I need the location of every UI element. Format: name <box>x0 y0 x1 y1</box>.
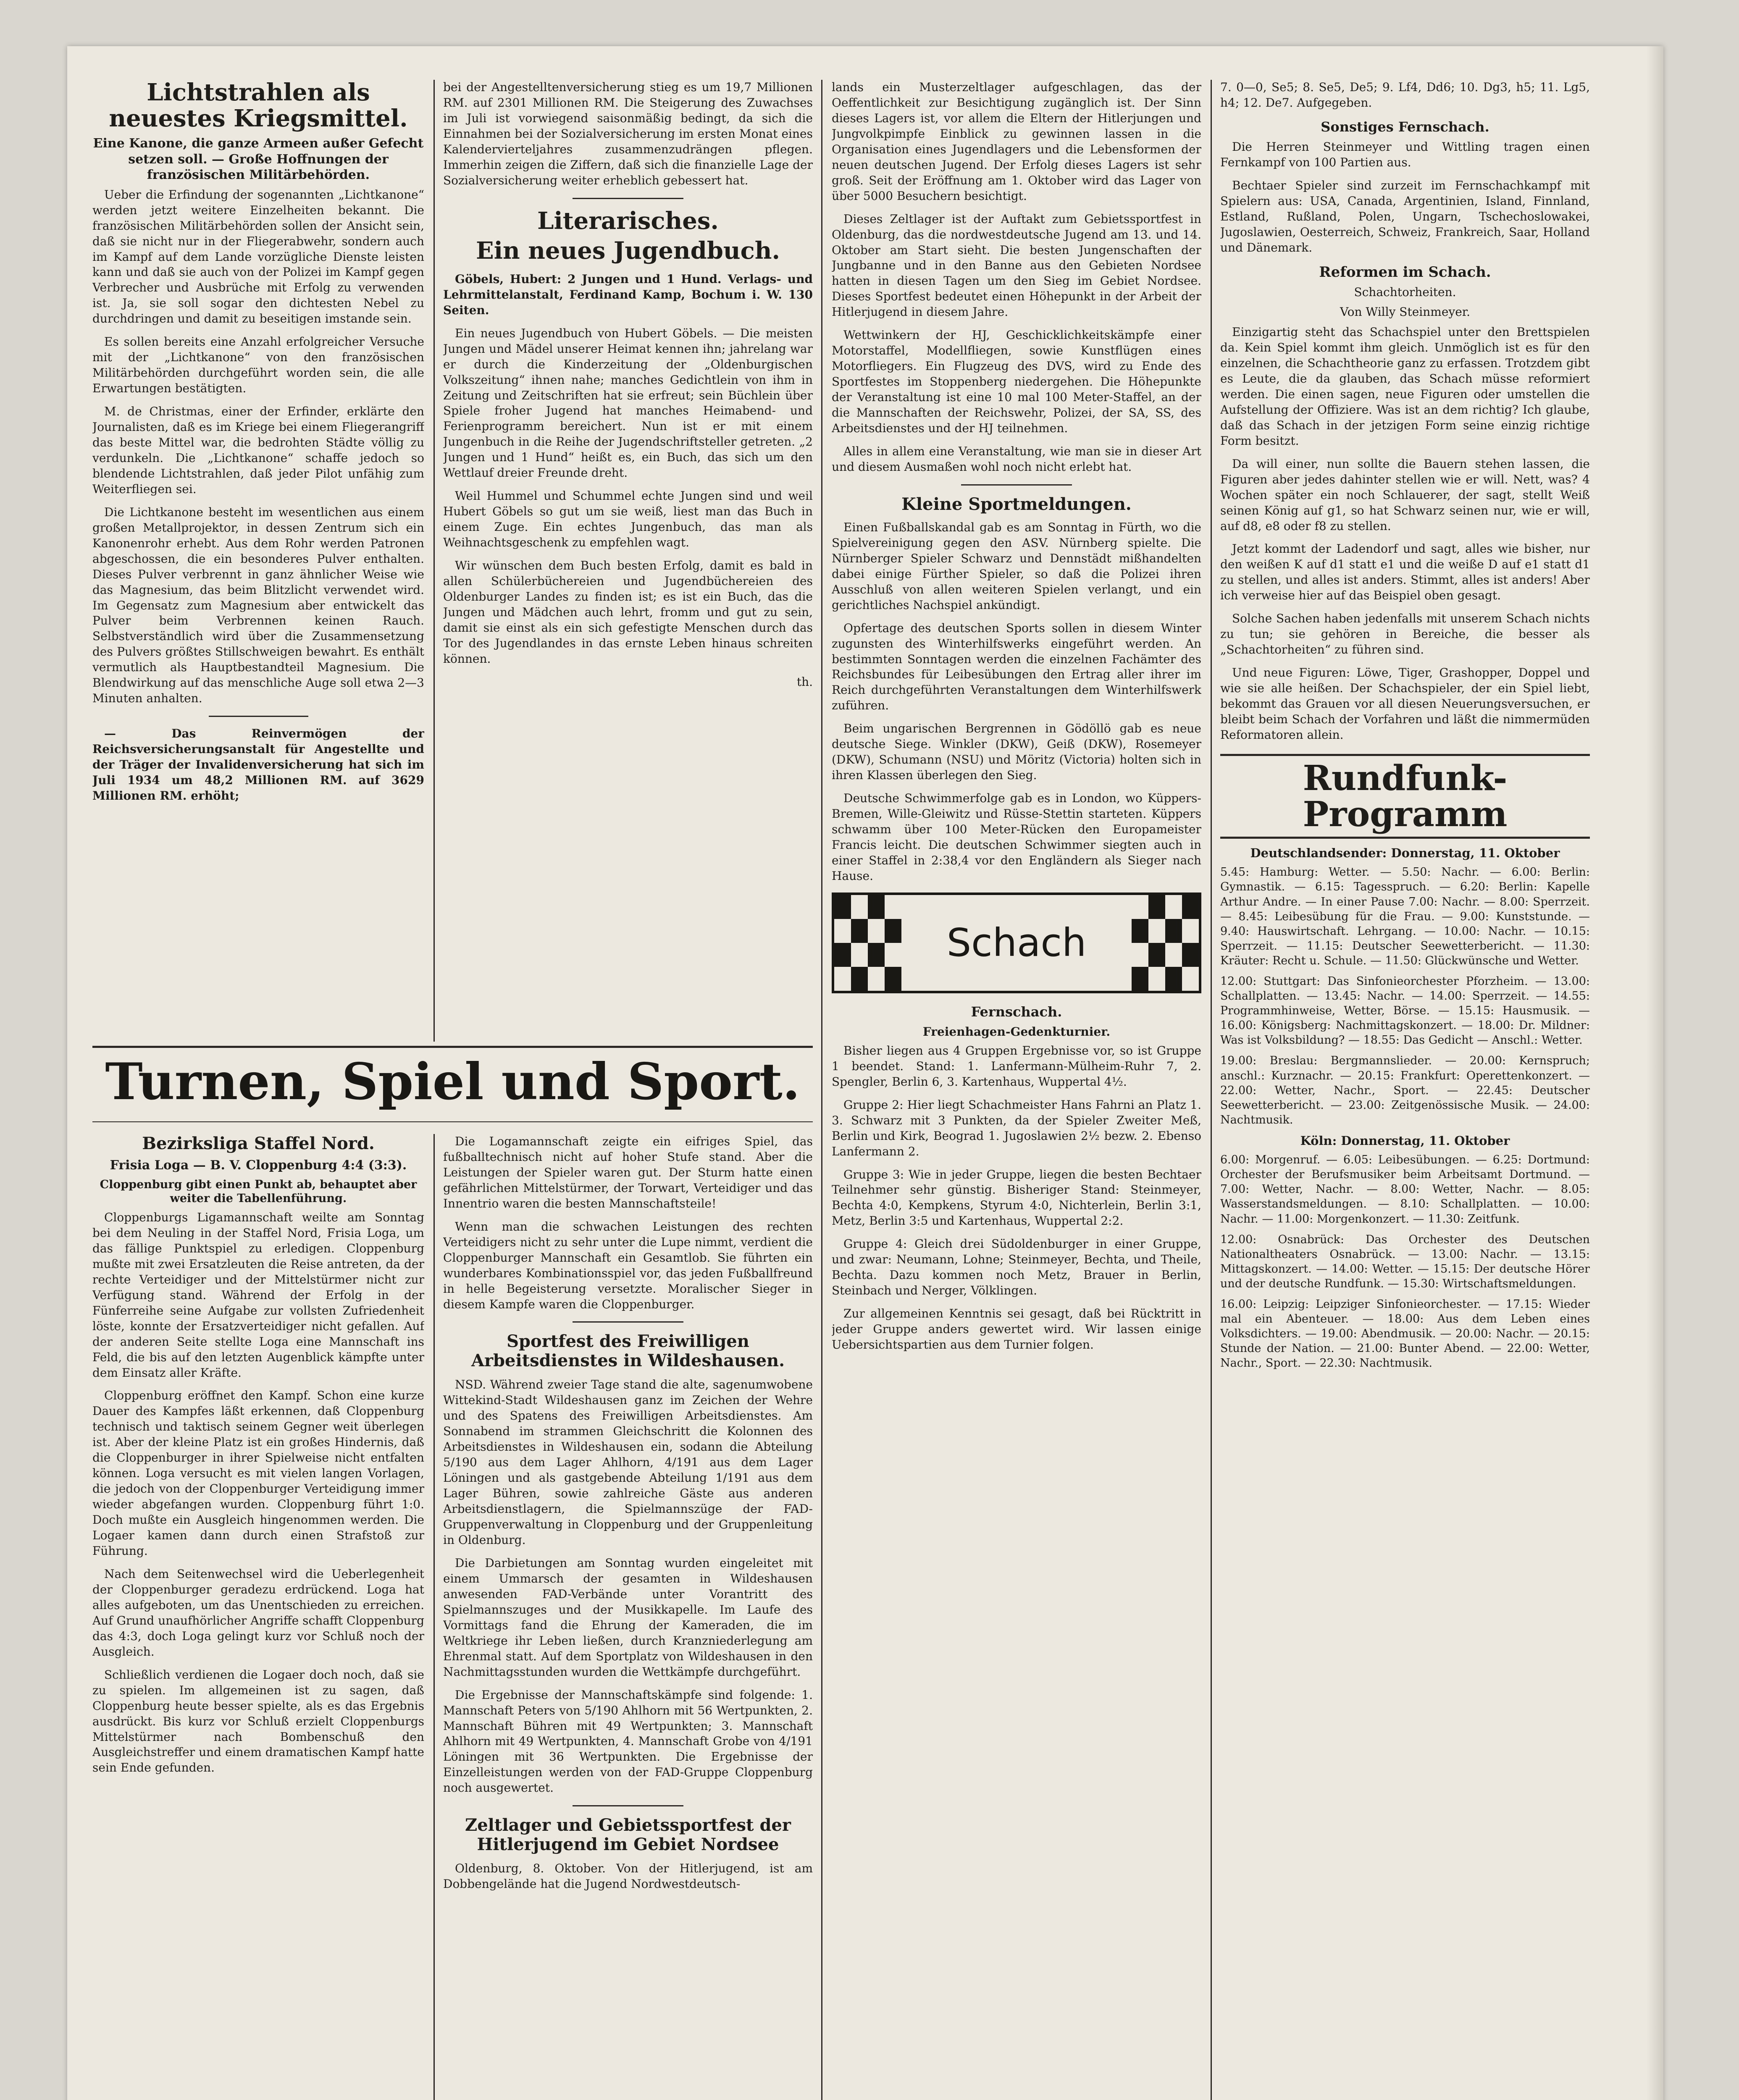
fernschach-title: Sonstiges Fernschach. <box>1321 118 1489 135</box>
paragraph: Deutsche Schwimmerfolge gab es in London, wo Küppers-Bremen, Wille-Gleiwitz und Rüsse-Stettin starteten. Küppers schwamm über 100 Meter-Rücken den Europameister Francis leicht. Die deutschen Schwimmer siegten auch in einer Staffel in 2:38,4 vor den Engländern als Sieger nach Hause. <box>832 791 1201 883</box>
chess-notation: 7. 0—0, Se5; 8. Se5, De5; 9. Lf4, Dd6; 10. Dg3, h5; 11. Lg5, h4; 12. De7. Aufgegeben. <box>1220 80 1590 110</box>
separator <box>209 716 308 717</box>
article-title-sportfest: Sportfest des Freiwilligen Arbeitsdienstes in Wildeshausen. <box>471 1331 785 1371</box>
sport-banner: Turnen, Spiel und Sport. <box>105 1052 800 1111</box>
chess-section-title: Fernschach. <box>971 1003 1062 1020</box>
reform-author: Von Willy Steinmeyer. <box>1340 305 1471 319</box>
schach-label: Schach <box>946 920 1087 966</box>
paragraph: Und neue Figuren: Löwe, Tiger, Grashopper, Doppel und wie sie alle heißen. Der Schachspieler, der ein Spiel liebt, bekommt das Grauen vor all diesen Neuerungsversuchen, er bleibt beim Schach der Vorfahren und läßt die nimmermüden Reformatoren allein. <box>1220 666 1590 742</box>
paragraph: Da will einer, nun sollte die Bauern stehen lassen, die Figuren aber jedes dahinter stellen wie er will. Nett, was? 4 Wochen später ein noch Schlauerer, der sagt, stellt Weiß seinen König auf g1, so hat Schwarz seinen nur, wie er will, auf d8, e8 oder f8 zu stellen. <box>1220 457 1590 533</box>
paragraph: Die Ergebnisse der Mannschaftskämpfe sind folgende: 1. Mannschaft Peters von 5/190 Ahlhorn mit 56 Wertpunkten, 2. Mannschaft Bühren mit 49 Wertpunkten; 3. Mannschaft Ahlhorn mit 49 Wertpunkten, 4. Mannschaft Grobe von 4/191 Löningen mit 36 Wertpunkten. Die Ergebnisse der Einzelleistungen werden von der FAD-Gruppe Cloppenburg noch ausgewertet. <box>443 1688 813 1795</box>
paragraph: Ein neues Jugendbuch von Hubert Göbels. — Die meisten Jungen und Mädel unserer Heimat kennen ihn; jahrelang war er durch die Kinderzeitung der „Oldenburgischen Volkszeitung“ ihnen nahe; manches Gedichtlein von ihm in Zeitung und Zeitschriften hat sie erfreut; sein Büchlein über Spiele froher Jugend hat manches Heimabend- und Ferienprogramm bereichert. Nun ist er mit einem Jungenbuch in die Reihe der Jugendschriftsteller getreten. „2 Jungen und 1 Hund“ heißt es, ein Buch, das sich um den Wettlauf dreier Freunde dreht. <box>443 326 813 480</box>
paragraph: M. de Christmas, einer der Erfinder, erklärte den Journalisten, daß es im Kriege bei einem Fliegerangriff das beste Mittel war, die bedrohten Städte völlig zu verdunkeln. Die „Lichtkanone“ schaffe jedoch so blendende Lichtstrahlen, daß jeder Pilot unfähig zum Weiterfliegen sei. <box>92 404 424 496</box>
column-3 <box>832 80 1201 2100</box>
column-1 <box>92 80 424 1042</box>
paragraph: Bisher liegen aus 4 Gruppen Ergebnisse vor, so ist Gruppe 1 beendet. Stand: 1. Lanfermann-Mülheim-Ruhr 7, 2. Spengler, Berlin 6, 3. Kartenhaus, Wuppertal 4½. <box>832 1043 1201 1089</box>
page-edge-shadow <box>1647 46 1663 2100</box>
article-title-zeltlager: Zeltlager und Gebietssportfest der Hitlerjugend im Gebiet Nordsee <box>465 1815 791 1855</box>
paragraph: Gruppe 4: Gleich drei Südoldenburger in einer Gruppe, und zwar: Neumann, Lohne; Steinmeyer, Bechta, und Theile, Bechta. Dazu kommen noch Metz, Brauer in Berlin, Steinbach und Nerger, Völklingen. <box>832 1237 1201 1298</box>
article-subtitle-lichtstrahlen: Eine Kanone, die ganze Armeen außer Gefecht setzen soll. — Große Hoffnungen der französischen Militärbehörden. <box>93 136 424 183</box>
separator <box>573 1321 683 1323</box>
signature: th. <box>796 675 813 689</box>
paragraph: Cloppenburg eröffnet den Kampf. Schon eine kurze Dauer des Kampfes läßt erkennen, daß Cloppenburg technisch und taktisch seinem Gegner weit überlegen ist. Aber der kleine Platz ist ein großes Hindernis, daß die Cloppenburger in ihrer Spielweise nicht entfalten können. Loga versucht es mit vielen langen Vorlagen, die jedoch von der Cloppenburger Verteidigung immer wieder abgefangen wurden. Cloppenburg führt 1:0. Doch mußte ein Ausgleich hingenommen werden. Die Logaer kamen dann durch einen Strafstoß zur Führung. <box>92 1389 424 1558</box>
radio-entry: 6.00: Morgenruf. — 6.05: Leibesübungen. — 6.25: Dortmund: Orchester der Berufsmusiker beim Arbeitsamt Dortmund. — 7.00: Wetter, Nachr. — 8.00: Wetter, Nachr. — 8.05: Wasserstandsmeldungen. — 8.10: Schallplatten. — 10.00: Nachr. — 11.00: Morgenkonzert. — 11.30: Zeitfunk. <box>1220 1153 1590 1226</box>
paragraph: Es sollen bereits eine Anzahl erfolgreicher Versuche mit der „Lichtkanone“ von den französischen Militärbehörden durchgeführt worden sein, die alle Erwartungen bestätigten. <box>92 335 424 396</box>
paragraph: Gruppe 2: Hier liegt Schachmeister Hans Fahrni an Platz 1. 3. Schwarz mit 3 Punkten, da der Spieler Zweiter Meß, Berlin und Kirk, Beograd 1. Jugoslawien 2½ bezw. 2. Ebenso Lanfermann 2. <box>832 1097 1201 1158</box>
paragraph: Dieses Zeltlager ist der Auftakt zum Gebietssportfest in Oldenburg, das die nordwestdeutsche Jugend am 13. und 14. Oktober am Start sieht. Die besten Jungenschaften der Jungbanne und in den Banne aus den Gebieten Nordsee hatten in diesen Tagen um den Sieg im Gebiet Nordsee. Dieses Sportfest bedeutet einen Höhepunkt in der Arbeit der Hitlerjugend in diesem Jahre. <box>832 212 1201 319</box>
column-rule <box>433 1134 435 2100</box>
checkerboard-icon <box>834 895 901 991</box>
paragraph: Zur allgemeinen Kenntnis sei gesagt, daß bei Rücktritt in jeder Gruppe anders gewertet wird. Wir lassen einige Uebersichtspartien aus dem Turnier folgen. <box>832 1307 1201 1352</box>
paragraph: Die Logamannschaft zeigte ein eifriges Spiel, das fußballtechnisch nicht auf hoher Stufe stand. Aber die Leistungen der Spieler waren gut. Der Sturm hatte einen gefährlichen Mittelstürmer, der Torwart, Verteidiger und das Innentrio waren die besten Mannschaftsteile! <box>443 1134 813 1210</box>
paragraph: Oldenburg, 8. Oktober. Von der Hitlerjugend, ist am Dobbengelände hat die Jugend Nordwestdeutsch- <box>443 1861 813 1891</box>
separator <box>961 484 1072 486</box>
paragraph: Cloppenburgs Ligamannschaft weilte am Sonntag bei dem Neuling in der Staffel Nord, Frisia Loga, um das fällige Punktspiel zu erledigen. Cloppenburg mußte mit zwei Ersatzleuten die Reise antreten, da der rechte Verteidiger und der Mittelstürmer nicht zur Verfügung stand. Während der Erfolg in der Fünferreihe seine Aufgabe zur vollsten Zufriedenheit löste, konnte der Ersatzverteidiger nicht gefallen. Auf der anderen Seite stellte Loga eine Mannschaft ins Feld, die bis auf den letzten Augenblick kämpfte unter dem Einsatz aller Kräfte. <box>92 1210 424 1380</box>
paragraph: Ueber die Erfindung der sogenannten „Lichtkanone“ werden jetzt weitere Einzelheiten bekannt. Die französischen Militärbehörden sollen der Ansicht sein, daß sie nicht nur in der Fliegerabwehr, sondern auch im Kampf auf dem Lande vorzügliche Dienste leisten kann und daß sie auch von der Polizei im Kampf gegen Verbrecher und Ausbrüche mit Erfolg zu verwenden ist. Ja, sie soll sogar den dichtesten Nebel zu durchdringen und damit zu beseitigen imstande sein. <box>92 187 424 326</box>
column-rule <box>433 80 435 1042</box>
checkerboard-icon <box>1132 895 1199 991</box>
match-result: Frisia Loga — B. V. Cloppenburg 4:4 (3:3). <box>110 1158 407 1173</box>
column-rule <box>1211 80 1212 2100</box>
section-rule <box>1220 754 1590 756</box>
section-rule <box>1220 837 1590 839</box>
newspaper-page <box>67 46 1663 2100</box>
column-rule <box>821 80 822 2100</box>
radio-entry: 12.00: Stuttgart: Das Sinfonieorchester Pforzheim. — 13.00: Schallplatten. — 13.45: Nachr. — 14.00: Sperrzeit. — 14.55: Programmhinweise, Wetter, Börse. — 15.15: Hausmusik. — 16.00: Königsberg: Nachmittagskonzert. — 18.00: Dr. Mildner: Was ist Volksbildung? — 18.55: Das Gedicht — Anschl.: Wetter. <box>1220 975 1590 1047</box>
paragraph: Nach dem Seitenwechsel wird die Ueberlegenheit der Cloppenburger geradezu erdrückend. Loga hat alles aufgeboten, um das Unentschieden zu erreichen. Auf Grund unaufhörlicher Angriffe schafft Cloppenburg das 4:3, doch Loga gelingt kurz vor Schluß noch der Ausgleich. <box>92 1567 424 1659</box>
paragraph: Die Herren Steinmeyer und Wittling tragen einen Fernkampf von 100 Partien aus. <box>1220 139 1590 169</box>
paragraph: Schließlich verdienen die Logaer doch noch, daß sie zu spielen. Im allgemeinen ist zu sagen, daß Cloppenburg heute besser spielte, als es das Ergebnis ausdrückt. Bis kurz vor Schluß erzielt Cloppenburgs Mittelstürmer nach Bombenschuß den Ausgleichstreffer und einem dramatischen Kampf hatte sein Ende gefunden. <box>92 1667 424 1775</box>
radio-day-heading: Deutschlandsender: Donnerstag, 11. Oktober <box>1250 846 1560 861</box>
article-title-sportmeldungen: Kleine Sportmeldungen. <box>901 494 1132 514</box>
paragraph-continued: lands ein Musterzeltlager aufgeschlagen, das der Oeffentlichkeit zur Besichtigung zugänglich ist. Der Sinn dieses Lagers ist, vor allem die Eltern der Hitlerjungen und Jungvolkpimpfe Einblick zu gewinnen lassen in die Organisation eines Jugendlagers und die Lebensformen der neuen deutschen Jugend. Der Erfolg dieses Lagers ist sehr groß. Seit der Eröffnung am 1. Oktober wird das Lager von über 5000 Besuchern besichtigt. <box>832 80 1201 203</box>
article-title-jugendbuch: Ein neues Jugendbuch. <box>476 237 780 265</box>
radio-day-heading: Köln: Donnerstag, 11. Oktober <box>1300 1133 1510 1148</box>
sport-column-a <box>92 1134 424 2100</box>
league-title: Bezirksliga Staffel Nord. <box>142 1134 375 1153</box>
paragraph: Wir wünschen dem Buch besten Erfolg, damit es bald in allen Schülerbüchereien und Jugendbüchereien des Oldenburger Landes zu finden ist; es ist ein Buch, das die Jungen und Mädchen auch lehrt, fromm und gut zu sein, damit sie einst als ein sich gefestigte Menschen durch das Tor des Jugendlandes in das ernste Leben hinaus schreiten können. <box>443 559 813 666</box>
reform-subtitle: Schachtorheiten. <box>1354 285 1456 299</box>
paragraph: Opfertage des deutschen Sports sollen in diesem Winter zugunsten des Winterhilfswerks eingeführt werden. An bestimmten Sonntagen werden die einzelnen Fachämter des Reichsbundes für Leibesübungen den Ertrag aller ihrer im Reich durchgeführten Veranstaltungen dem Winterhilfswerk zuführen. <box>832 621 1201 713</box>
radio-entry: 5.45: Hamburg: Wetter. — 5.50: Nachr. — 6.00: Berlin: Gymnastik. — 6.15: Tagesspruch. — 6.20: Berlin: Kapelle Arthur Andre. — In einer Pause 7.00: Nachr. — 8.00: Sperrzeit. — 8.45: Leibesübung für die Frau. — 9.00: Kunststunde. — 9.40: Hauswirtschaft. Lehrgang. — 10.00: Nachr. — 10.15: Sperrzeit. — 11.15: Deutscher Seewetterbericht. — 11.30: Kräuter: Recht u. Schule. — 11.50: Glückwünsche und Wetter. <box>1220 866 1590 967</box>
radio-entry: 19.00: Breslau: Bergmannslieder. — 20.00: Kernspruch; anschl.: Kurznachr. — 20.15: Frankfurt: Operettenkonzert. — 22.00: Wetter, Nachr., Sport. — 22.45: Deutscher Seewetterbericht. — 23.00: Zeitgenössische Musik. — 24.00: Nachtmusik. <box>1220 1054 1590 1126</box>
paragraph: Solche Sachen haben jedenfalls mit unserem Schach nichts zu tun; sie gehören in Bereiche, die besser als „Schachtorheiten“ zu führen sind. <box>1220 612 1590 657</box>
chess-section-subtitle: Freienhagen-Gedenkturnier. <box>922 1024 1111 1039</box>
section-title-literarisches: Literarisches. <box>537 207 719 235</box>
schach-header-spacer <box>832 892 1201 993</box>
paragraph: Die Darbietungen am Sonntag wurden eingeleitet mit einem Ummarsch der gesamten in Wildeshausen anwesenden FAD-Verbände unter Vorantritt des Spielmannszuges und der Musikkapelle. Im Laufe des Vormittags fand die Ehrung der Kameraden, die im Weltkriege ihr Leben ließen, durch Kranzniederlegung am Ehrenmal statt. Auf dem Sportplatz von Wildeshausen in den Nachmittagsstunden wurden die Wettkämpfe durchgeführt. <box>443 1556 813 1679</box>
paragraph: Gruppe 3: Wie in jeder Gruppe, liegen die besten Bechtaer Teilnehmer sehr günstig. Bisheriger Stand: Steinmeyer, Bechta 4:0, Kempkens, Styrum 4:0, Nichterlein, Berlin 3:1, Metz, Berlin 3:5 und Kartenhaus, Wuppertal 2:2. <box>832 1167 1201 1228</box>
paragraph: Alles in allem eine Veranstaltung, wie man sie in dieser Art und diesem Ausmaßen wohl noch nicht erlebt hat. <box>832 444 1201 474</box>
sport-column-b <box>443 1134 813 2100</box>
paragraph: Weil Hummel und Schummel echte Jungen sind und weil Hubert Göbels so gut um sie weiß, liest man das Buch in einem Zuge. Ein echtes Jungenbuch, das man als Weihnachtsgeschenk zu empfehlen wagt. <box>443 489 813 550</box>
book-reference: Göbels, Hubert: 2 Jungen und 1 Hund. Verlags- und Lehrmittelanstalt, Ferdinand Kamp, Bochum i. W. 130 Seiten. <box>443 272 813 317</box>
article-title-lichtstrahlen: Lichtstrahlen als neuestes Kriegsmittel. <box>109 80 408 132</box>
section-rule <box>92 1046 813 1048</box>
paragraph: Bechtaer Spieler sind zurzeit im Fernschachkampf mit Spielern aus: USA, Canada, Argentinien, Island, Finnland, Estland, Rußland, Polen, Ungarn, Tschechoslowakei, Jugoslawien, Oesterreich, Schweiz, Frankreich, Saar, Holland und Dänemark. <box>1220 178 1590 255</box>
radio-entry: 12.00: Osnabrück: Das Orchester des Deutschen Nationaltheaters Osnabrück. — 13.00: Nachr. — 13.15: Mittagskonzert. — 14.00: Wetter. — 15.15: Der deutsche Hörer und der deutsche Rundfunk. — 15.30: Wirtschaftsmeldungen. <box>1220 1233 1590 1290</box>
reform-title: Reformen im Schach. <box>1319 263 1491 281</box>
paragraph-continued: bei der Angestelltenversicherung stieg es um 19,7 Millionen RM. auf 2301 Millionen RM. Die Steigerung des Zuwachses im Juli ist vorwiegend saisonmäßig bedingt, da sich die Einnahmen bei der Sozialversicherung im ersten Monat eines Kalendervierteljahres zusammenzudrängen pflegen. Immerhin zeigen die Ziffern, daß sich die finanzielle Lage der Sozialversicherung weiter erheblich gebessert hat. <box>443 80 813 187</box>
radio-entry: 16.00: Leipzig: Leipziger Sinfonieorchester. — 17.15: Wieder mal ein Abenteuer. — 18.00: Aus dem Leben eines Volksdichters. — 19.00: Abendmusik. — 20.00: Nachr. — 20.15: Stunde der Nation. — 21.00: Bunter Abend. — 22.00: Wetter, Nachr., Sport. — 22.30: Nachtmusik. <box>1220 1298 1590 1370</box>
paragraph: Beim ungarischen Bergrennen in Gödöllö gab es neue deutsche Siege. Winkler (DKW), Geiß (DKW), Rosemeyer (DKW), Schumann (NSU) und Möritz (Victoria) holten sich in ihren Klassen überlegen den Sieg. <box>832 722 1201 782</box>
match-subtitle: Cloppenburg gibt einen Punkt ab, behauptet aber weiter die Tabellenführung. <box>100 1178 417 1205</box>
column-4 <box>1220 80 1590 2100</box>
separator <box>573 198 683 199</box>
separator <box>573 1805 683 1806</box>
paragraph: Einen Fußballskandal gab es am Sonntag in Fürth, wo die Spielvereinigung gegen den ASV. Nürnberg spielte. Die Nürnberger Spieler Schwarz und Dennstädt mißhandelten dabei einige Fürther Spieler, so daß die Polizei ihren Ausschluß von allen weiteren Spielen verlangt, und ein gerichtliches Nachspiel ankündigt. <box>832 520 1201 612</box>
paragraph: Einzigartig steht das Schachspiel unter den Brettspielen da. Kein Spiel kommt ihm gleich. Unmöglich ist es für den einzelnen, die Schachtheorie ganz zu erfassen. Trotzdem gibt es Leute, die da glauben, das Schach müsse reformiert werden. Die einen sagen, neue Figuren oder umstellen die Aufstellung der Offiziere. Was ist an dem richtig? Ich glaube, daß das Schach in der jetzigen Form seine einzig richtige Form besitzt. <box>1220 325 1590 448</box>
radio-program-title: Rundfunk-Programm <box>1303 758 1508 835</box>
paragraph: Wettwinkern der HJ, Geschicklichkeitskämpfe einer Motorstaffel, Modellfliegen, sowie Kunstflügen eines Motorfliegers. Ein Flugzeug des DVS, wird zu Ende des Sportfestes im Stoppenberg niedergehen. Die Höhepunkte der Veranstaltung ist eine 10 mal 100 Meter-Staffel, an der die Mannschaften der Reichswehr, Polizei, der SA, SS, des Arbeitsdienstes und der HJ teilnehmen. <box>832 328 1201 436</box>
schach-header-box <box>832 892 1201 993</box>
paragraph: Jetzt kommt der Ladendorf und sagt, alles wie bisher, nur den weißen K auf d1 statt e1 und die weiße D auf e1 statt d1 zu stellen, und alles ist anders. Stimmt, alles ist anders! Aber ich verweise hier auf das Beispiel oben gesagt. <box>1220 542 1590 603</box>
paragraph: Die Lichtkanone besteht im wesentlichen aus einem großen Metallprojektor, in dessen Zentrum sich ein Kanonenrohr erhebt. Aus dem Rohr werden Patronen abgeschossen, die ein besonderes Pulver enthalten. Dieses Pulver verbrennt in ganz ähnlicher Weise wie das Magnesium, das beim Blitzlicht verwendet wird. Im Gegensatz zum Magnesium aber entwickelt das Pulver beim Verbrennen keinen Rauch. Selbstverständlich wird über die Zusammensetzung des Pulvers größtes Stillschweigen bewahrt. Es enthält vermutlich als Hauptbestandteil Magnesium. Die Blendwirkung auf das menschliche Auge soll etwa 2—3 Minuten anhalten. <box>92 505 424 706</box>
notice-reichsversicherung: — Das Reinvermögen der Reichsversicherungsanstalt für Angestellte und der Träger der Invalidenversicherung hat sich im Juli 1934 um 48,2 Millionen RM. auf 3629 Millionen RM. erhöht; <box>92 727 424 803</box>
paragraph: Wenn man die schwachen Leistungen des rechten Verteidigers nicht zu sehr unter die Lupe nimmt, verdient die Cloppenburger Mannschaft ein Gesamtlob. Sie führten ein wunderbares Kombinationsspiel vor, das jeden Fußballfreund in helle Begeisterung versetzte. Moralischer Sieger in diesem Kampfe waren die Cloppenburger. <box>443 1219 813 1311</box>
column-2 <box>443 80 813 1042</box>
paragraph: NSD. Während zweier Tage stand die alte, sagenumwobene Wittekind-Stadt Wildeshausen ganz im Zeichen der Wehre und des Spatens des Freiwilligen Arbeitsdienstes. Am Sonnabend im strammen Gleichschritt die Kolonnen des Arbeitsdienstes in Wildeshausen ein, sodann die Abteilung 5/190 aus dem Lager Ahlhorn, 4/191 aus dem Lager Löningen und als gastgebende Abteilung 1/191 aus dem Lager Bühren, sowie zahlreiche Gäste aus anderen Arbeitsdienstlagern, die Spielmannszüge der FAD-Gruppenverwaltung in Cloppenburg und der Gruppenleitung in Oldenburg. <box>443 1378 813 1547</box>
section-rule <box>92 1121 813 1122</box>
